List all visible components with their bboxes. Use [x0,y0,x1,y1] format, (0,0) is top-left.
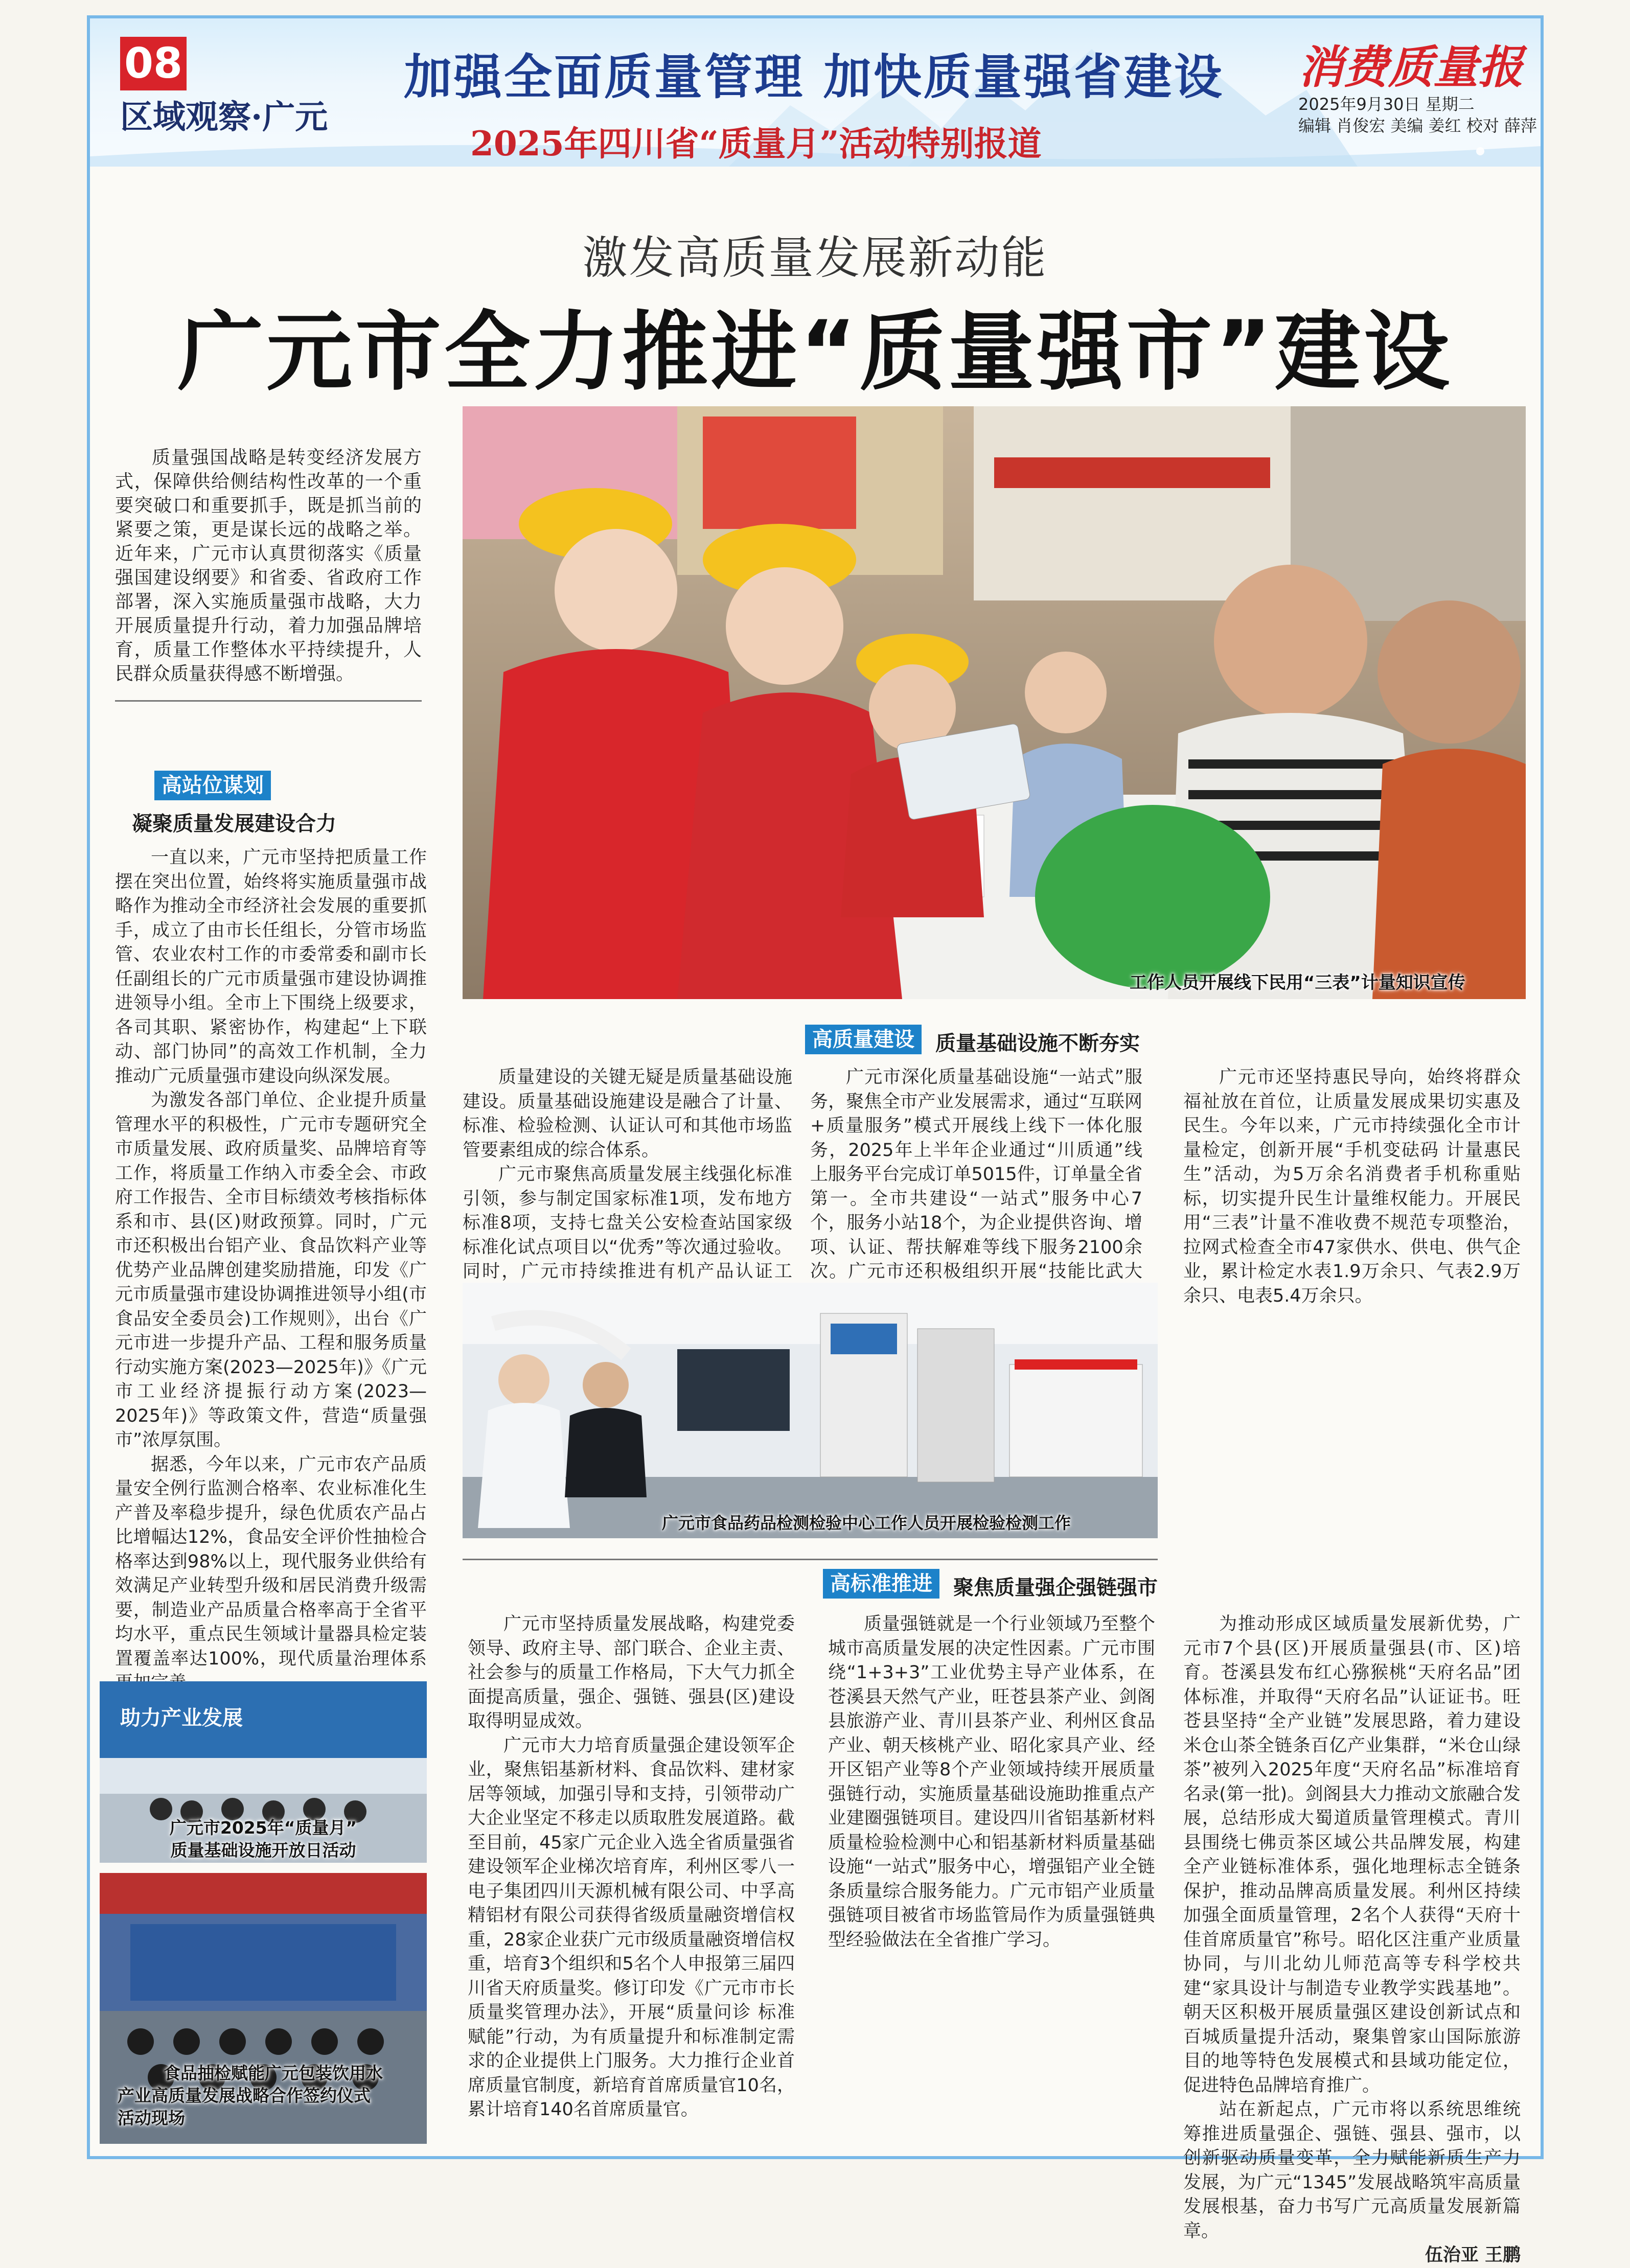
main-photo [463,406,1526,999]
article-intro: 质量强国战略是转变经济发展方式，保障供给侧结构性改革的一个重要突破口和重要抓手，既是抓当前的紧要之策，更是谋长远的战略之举。近年来，广元市认真贯彻落实《质量强国建设纲要》和省委、省政府工作部署，深入实施质量强市战略，大力开展质量提升行动，着力加强品牌培育，质量工作整体水平持续提升，人民群众质量获得感不断增强。 [115,447,422,684]
signing-caption-line-3: 活动现场 [118,2108,185,2128]
section-1-text [115,846,427,1679]
banner-title: 加强全面质量管理 加快质量强省建设 [404,50,1224,105]
paragraph: 质量强链就是一个行业领域乃至整个城市高质量发展的决定性因素。广元市围绕“1+3+3”工业优势主导产业体系，在苍溪县天然气产业，旺苍县茶产业、剑阁县旅游产业、青川县茶产业、利州区食品产业、朝天核桃产业、昭化家具产业、经开区铝产业等8个产业领域持续开展质量强链行动，实施质量基础设施助推重点产业建圈强链项目。建设四川省铝基新材料质量检验检测中心和铝基新材料质量基础设施“一站式”服务中心，增强铝产业全链条质量综合服务能力。广元市铝产业质量强链项目被省市场监管局作为质量强链典型经验做法在全省推广学习。 [828,1614,1155,1950]
intro-divider [115,700,422,702]
signing-caption-line-1: 食品抽检赋能广元包装饮用水 [164,2063,383,2083]
openday-wall-text: 助力产业发展 [120,1706,243,1730]
section-2-text-col-c [1183,1066,1521,1577]
newspaper-logo: 消费质量报 [1298,41,1524,94]
paragraph: 据悉，今年以来，广元市农产品质量安全例行监测合格率、农业标准化生产普及率稳步提升，绿色优质农产品占比增幅达12%，食品安全评价性抽检合格率达到98%以上，现代服务业供给有效满足产业转型升级和居民消费升级需要，制造业产品质量合格率高于全省平均水平，重点民生领域计量器具检定装置覆盖率达100%，现代质量治理体系 [115,1454,427,1669]
openday-caption-line-1: 广元市2025年“质量月” [169,1818,357,1838]
section-2-text-col-a [463,1066,792,1282]
section-label: 区域观察·广元 [120,98,328,136]
paragraph: 一直以来，广元市坚持把质量工作摆在突出位置，始终将实施质量强市战略作为推动全市经济社会发展的重要抓手，成立了由市长任组长，分管市场监管、农业农村工作的市委常委和副市长任副组长的广元市质量强市建设协调推进领导小组。全市上下围绕上级要求，各司其职、紧密协作，构建起“上下联动、部门协同”的高效工作机制，全力推动广元质量强市建设向纵深发展。 [115,847,427,1086]
section-tag-3: 高标准推进 [823,1569,939,1599]
paragraph: 为激发各部门单位、企业提升质量管理水平的积极性，广元市专题研究全市质量发展、政府质量奖、品牌培育等工作，将质量工作纳入市委全会、市政府工作报告、全市目标绩效考核指标体系和市、县(区)财政预算。同时，广元市还积极出台铝产业、食品饮料产业等优势产业品牌创建奖励措施，印发《广元市质量强市建设协调推进领导小组(市食品安全委员会)工作规则》，出台《广元市进一步提升产品、工程和服务质量行动实施方案(2023—2025年)》《广元市工业经济提振行动方案(2023—2025年)》等政策文件，营造“质量强市”浓厚氛围。 [115,1090,427,1450]
article-byline: 伍治亚 王鹏 [1425,2245,1521,2265]
openday-photo-caption [110,1817,417,1862]
issue-info [1298,94,1537,136]
lab-photo [463,1283,1158,1538]
paragraph: 为推动形成区域质量发展新优势，广元市7个县(区)开展质量强县(市、区)培育。苍溪县发布红心猕猴桃“天府名品”团体标准，并取得“天府名品”认证证书。旺苍县坚持“全产业链”发展思路，着力建设米仓山茶全链条百亿产业集群，“米仓山绿茶”被列入2025年度“天府名品”标准培育名录(第一批)。剑阁县大力推动文旅融合发展，总结形成大蜀道质量管理模式。青川县围绕七佛贡茶区域公共品牌发展，构建全产业链标准体系，强化地理标志全链条保护，推动品牌高质量发展。利州区持续加强全面质量管理，2名个人获得“天府十佳首席质量官”称号。昭化区注重产业质量协同，与川北幼儿师范高等专科学校共建“家具设计与制造专业教学实践基地”。朝天区积极开展质量强区建设创新试点和百城质量提升活动，聚集曾家山国际旅游目的地等特色发展模式和县域功能定位，促进特色品牌培育推广。 [1183,1614,1521,2096]
section-tag-2: 高质量建设 [805,1025,922,1054]
section-2-divider [463,1559,1158,1560]
paragraph: 质量建设的关键无疑是质量基础设施建设。质量基础设施建设是融合了计量、标准、检验检测、认证认可和其他市场监管要素组成的综合体系。 [463,1067,792,1161]
section-subtitle-3: 聚焦质量强企强链强市 [953,1576,1158,1600]
section-3-text-col-a [468,1612,795,2131]
article-headline: 广元市全力推进“质量强市”建设 [177,302,1453,402]
section-3-text-col-c [1183,1612,1521,2265]
signing-caption-line-2: 产业高质量发展战略合作签约仪式 [118,2086,371,2105]
section-3-text-col-b [828,1612,1155,2131]
openday-caption-line-2: 质量基础设施开放日活动 [170,1840,356,1860]
paragraph: 广元市聚焦高质量发展主线强化标准引领，参与制定国家标准1项，发布地方标准8项，支持七盘关公安检查站国家级标准化试点项目以“优秀”等次通过验收。同时，广元市持续推进有机产品认证工 [463,1164,792,1282]
article-kicker: 激发高质量发展新动能 [582,232,1048,284]
section-tag-1: 高站位谋划 [154,771,271,800]
section-subtitle-2: 质量基础设施不断夯实 [935,1032,1140,1055]
paragraph: 广元市还坚持惠民导向，始终将群众福祉放在首位，让质量发展成果切实惠及民生。今年以来，广元市持续强化全市计量检定，创新开展“手机变砝码 计量惠民生”活动，为5万余名消费者手机称重贴标，切实提升民生计量维权能力。开展民用“三表”计量不准收费不规范专项整治，拉网式检查全市47家供水、供电、供气企业，累计检定水表1.9万余只、气表2.9万余只、电表5.4万余只。 [1183,1067,1521,1306]
main-photo-caption: 工作人员开展线下民用“三表”计量知识宣传 [1130,973,1465,993]
issue-date: 2025年9月30日 星期二 [1298,95,1475,114]
issue-editors: 编辑 肖俊宏 美编 姜红 校对 薛萍 [1298,116,1537,135]
signing-photo-caption [118,2062,419,2130]
page-number: 08 [120,37,187,90]
paragraph: 广元市大力培育质量强企建设领军企业，聚焦铝基新材料、食品饮料、建材家居等领域，加强引导和支持，引领带动广大企业坚定不移走以质取胜发展道路。截至目前，45家广元企业入选全省质量强省建设领军企业梯次培育库，利州区零八一电子集团四川天源机械有限公司、中孚高精铝材有限公司获得省级质量融资增信权重，28家企业获广元市级质量融资增信权重，培育3个组织和5名个人申报第三届四川省天府质量奖。修订印发《广元市市长质量奖管理办法》，开展“质量问诊 标准赋能”行动，为有质量提升和标准制定需求的企业提供上门服务。大力推行企业首席质量官制度，新培育首席质量官10名，累计培育140名首席质量官。 [468,1735,795,2120]
banner-subtitle: 2025年四川省“质量月”活动特别报道 [470,124,1042,164]
paragraph: 广元市深化质量基础设施“一站式”服务，聚焦全市产业发展需求，通过“互联网+质量服务”模式开展线上线下一体化服务，2025年上半年企业通过“川质通”线上服务平台完成订单5015件，订单量全省第一。全市共建设“一站式”服务中心7个，服务小站18个，为企业提供咨询、增项、认证、帮扶解难等线下服务2100余次。广元市还积极组织开展“技能比武大 [810,1067,1142,1282]
section-subtitle-1: 凝聚质量发展建设合力 [132,812,336,836]
paragraph: 站在新起点，广元市将以系统思维统筹推进质量强企、强链、强县、强市，以创新驱动质量变革，全力赋能新质生产力发展，为广元“1345”发展战略筑牢高质量发展根基，奋力书写广元高质量发展新篇章。 [1183,2099,1521,2241]
paragraph: 广元市坚持质量发展战略，构建党委领导、政府主导、部门联合、企业主责、社会参与的质量工作格局，下大气力抓全面提高质量，强企、强链、强县(区)建设取得明显成效。 [468,1614,795,1731]
section-2-text-col-b [810,1066,1142,1282]
lab-photo-caption: 广元市食品药品检测检验中心工作人员开展检验检测工作 [662,1513,1071,1533]
